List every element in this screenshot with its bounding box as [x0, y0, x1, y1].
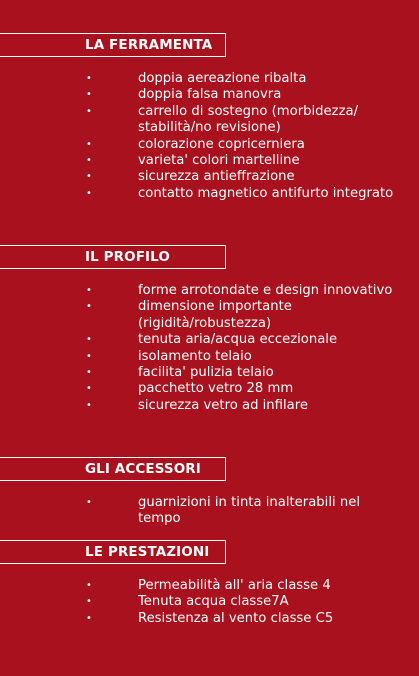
bullet-icon: • [86, 187, 92, 199]
list-item: • sicurezza antieffrazione [86, 169, 295, 185]
list-item: • guarnizioni in tinta inalterabili nel tempo [86, 495, 360, 527]
list-item: • sicurezza vetro ad infilare [86, 397, 308, 413]
section-profilo [0, 245, 419, 414]
section-title: LA FERRAMENTA [85, 37, 213, 53]
bullet-icon: • [86, 155, 92, 167]
bullet-icon: • [86, 89, 92, 101]
bullet-icon: • [86, 612, 92, 624]
bullet-icon: • [86, 580, 92, 591]
section-header [0, 245, 226, 269]
list-item: • contatto magnetico antifurto integrato [86, 185, 394, 201]
list-item: • isolamento telaio [86, 348, 252, 364]
section-header [0, 33, 226, 57]
bullet-icon: • [86, 399, 92, 411]
section-title: LE PRESTAZIONI [85, 544, 210, 560]
section-prestazioni [0, 540, 419, 627]
list-item: • pacchetto vetro 28 mm [86, 381, 294, 397]
bullet-icon: • [86, 334, 92, 346]
bullet-icon: • [86, 105, 92, 117]
section-header [0, 540, 226, 564]
list-item: • dimensione importante (rigidità/robustezza) [86, 299, 292, 331]
bullet-icon: • [86, 497, 92, 508]
bullet-icon: • [86, 350, 92, 362]
list-item: • Tenuta acqua classe7A [86, 594, 289, 610]
list-item: • carrello di sostegno (morbidezza/ stabilità/no revisione) [86, 103, 359, 136]
section-title: GLI ACCESSORI [85, 461, 201, 477]
section-accessori [0, 457, 419, 528]
bullet-icon: • [86, 383, 92, 395]
bullet-icon: • [86, 138, 92, 150]
section-ferramenta [0, 33, 419, 202]
section-header [0, 457, 226, 481]
list-item: • Permeabilità all' aria classe 4 [86, 578, 331, 593]
list-item: • doppia falsa manovra [86, 87, 282, 103]
feature-list [0, 283, 419, 414]
bullet-icon: • [86, 285, 92, 296]
section-title: IL PROFILO [85, 249, 170, 265]
list-item: • colorazione copricerniera [86, 136, 305, 152]
list-item: • doppia aereazione ribalta [86, 71, 307, 86]
feature-list [0, 578, 419, 627]
bullet-icon: • [86, 301, 92, 313]
feature-list [0, 71, 419, 202]
list-item: • forme arrotondate e design innovativo [86, 283, 393, 298]
list-item: • facilita' pulizia telaio [86, 365, 274, 381]
list-item: • Resistenza al vento classe C5 [86, 610, 334, 626]
bullet-icon: • [86, 171, 92, 183]
bullet-icon: • [86, 367, 92, 379]
list-item: • tenuta aria/acqua eccezionale [86, 332, 338, 348]
feature-list [0, 495, 419, 528]
bullet-icon: • [86, 596, 92, 608]
list-item: • varieta' colori martelline [86, 153, 300, 169]
bullet-icon: • [86, 73, 92, 84]
